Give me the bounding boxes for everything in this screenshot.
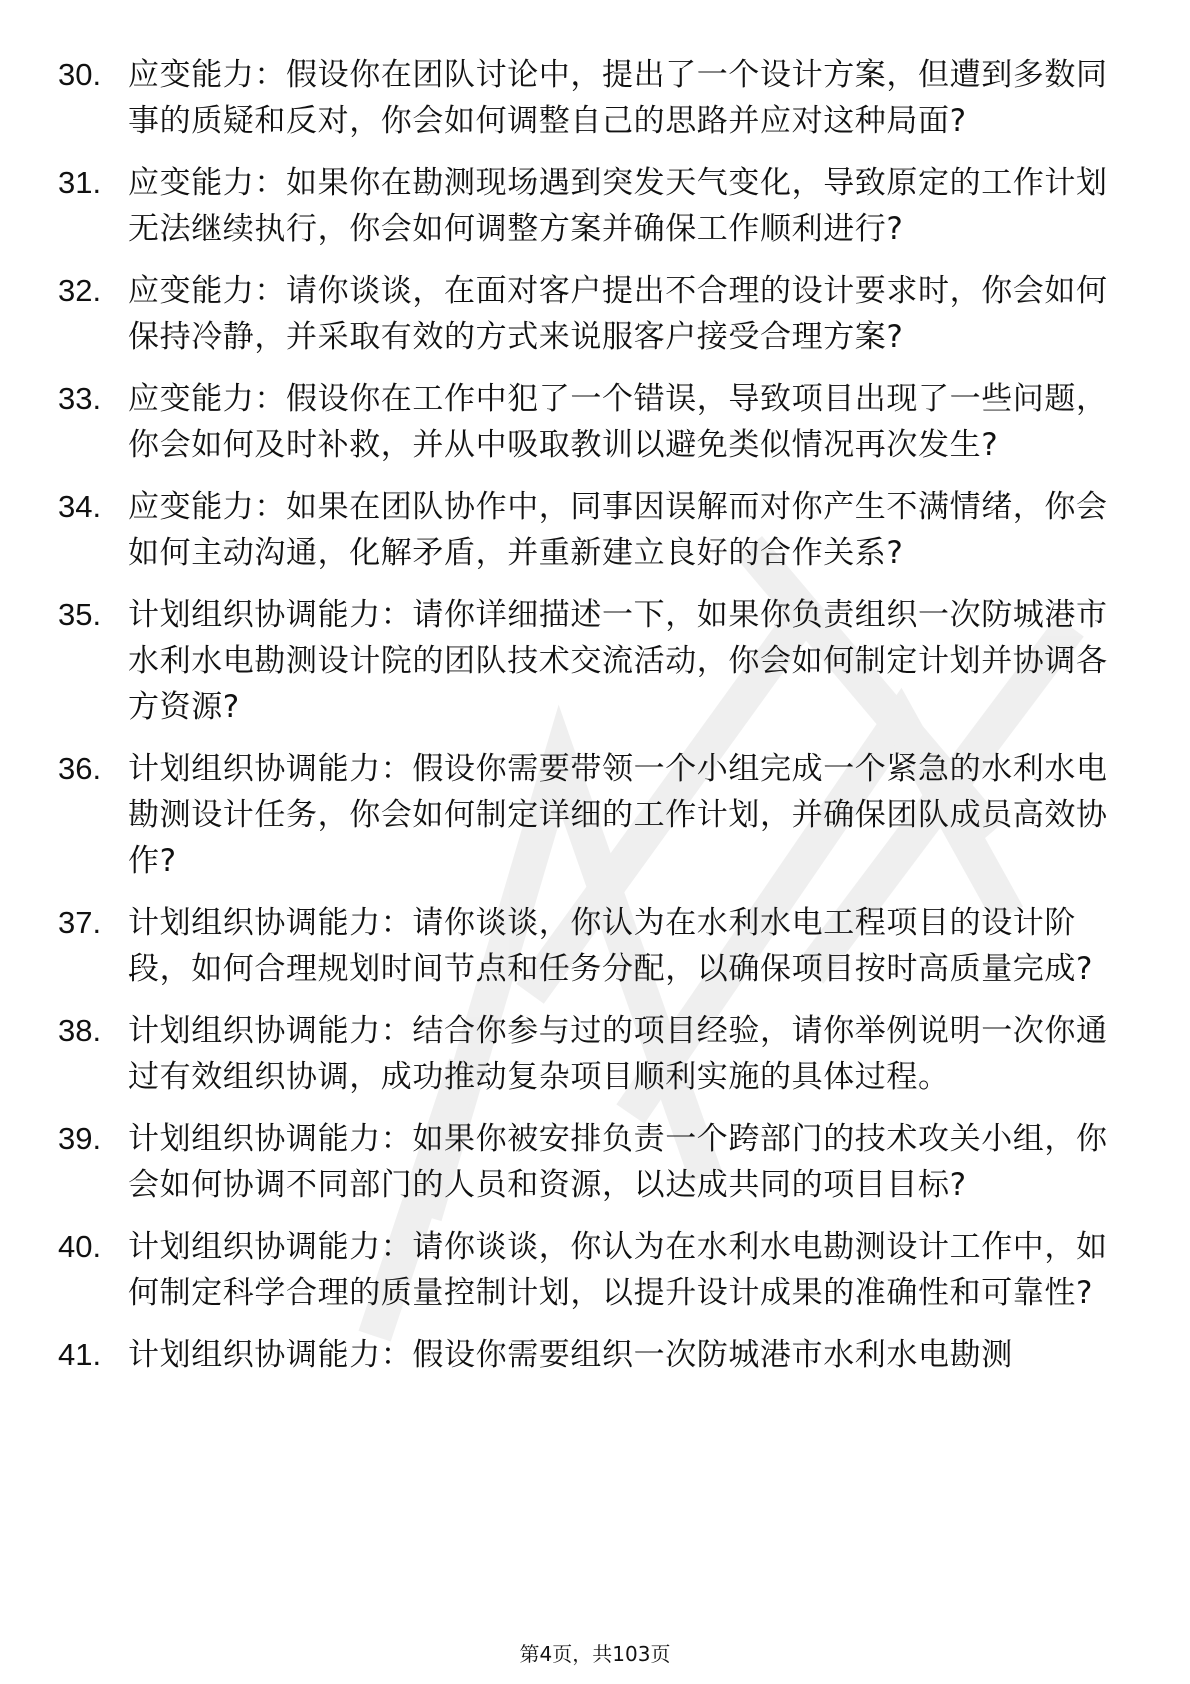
question-text: 应变能力：假设你在工作中犯了一个错误，导致项目出现了一些问题，你会如何及时补救，并从中吸取教训以避免类似情况再次发生? [128,381,1108,463]
question-number: 30. [58,57,102,92]
question-item-34 [0,484,1108,576]
question-item-30 [0,52,1108,144]
question-number: 35. [58,597,102,632]
question-number: 41. [58,1337,102,1372]
question-text: 计划组织协调能力：如果你被安排负责一个跨部门的技术攻关小组，你会如何协调不同部门的人员和资源，以达成共同的项目目标? [128,1121,1108,1203]
question-text: 计划组织协调能力：假设你需要组织一次防城港市水利水电勘测 [128,1337,1013,1373]
question-item-32 [0,268,1108,360]
question-text: 计划组织协调能力：假设你需要带领一个小组完成一个紧急的水利水电勘测设计任务，你会如何制定详细的工作计划，并确保团队成员高效协作? [128,751,1108,879]
question-text: 计划组织协调能力：请你详细描述一下，如果你负责组织一次防城港市水利水电勘测设计院的团队技术交流活动，你会如何制定计划并协调各方资源? [128,597,1108,725]
question-item-33 [0,376,1108,468]
question-text: 计划组织协调能力：请你谈谈，你认为在水利水电勘测设计工作中，如何制定科学合理的质量控制计划，以提升设计成果的准确性和可靠性? [128,1229,1108,1311]
question-number: 39. [58,1121,102,1156]
question-text: 应变能力：如果你在勘测现场遇到突发天气变化，导致原定的工作计划无法继续执行，你会如何调整方案并确保工作顺利进行? [128,165,1108,247]
question-item-38 [0,1008,1108,1100]
question-number: 37. [58,905,102,940]
question-text: 应变能力：假设你在团队讨论中，提出了一个设计方案，但遭到多数同事的质疑和反对，你会如何调整自己的思路并应对这种局面? [128,57,1108,139]
question-item-41 [0,1332,1108,1378]
question-number: 40. [58,1229,102,1264]
question-number: 33. [58,381,102,416]
question-item-39 [0,1116,1108,1208]
question-text: 计划组织协调能力：结合你参与过的项目经验，请你举例说明一次你通过有效组织协调，成功推动复杂项目顺利实施的具体过程。 [128,1013,1108,1095]
question-item-40 [0,1224,1108,1316]
question-number: 36. [58,751,102,786]
question-text: 计划组织协调能力：请你谈谈，你认为在水利水电工程项目的设计阶段，如何合理规划时间节点和任务分配，以确保项目按时高质量完成? [128,905,1094,987]
question-item-35 [0,592,1108,730]
question-text: 应变能力：如果在团队协作中，同事因误解而对你产生不满情绪，你会如何主动沟通，化解矛盾，并重新建立良好的合作关系? [128,489,1108,571]
question-number: 38. [58,1013,102,1048]
question-item-37 [0,900,1108,992]
question-item-36 [0,746,1108,884]
question-text: 应变能力：请你谈谈，在面对客户提出不合理的设计要求时，你会如何保持冷静，并采取有效的方式来说服客户接受合理方案? [128,273,1108,355]
question-number: 34. [58,489,102,524]
question-list [0,52,1190,1394]
question-number: 31. [58,165,102,200]
page-number-footer: 第4页，共103页 [519,1642,671,1666]
question-item-31 [0,160,1108,252]
question-number: 32. [58,273,102,308]
